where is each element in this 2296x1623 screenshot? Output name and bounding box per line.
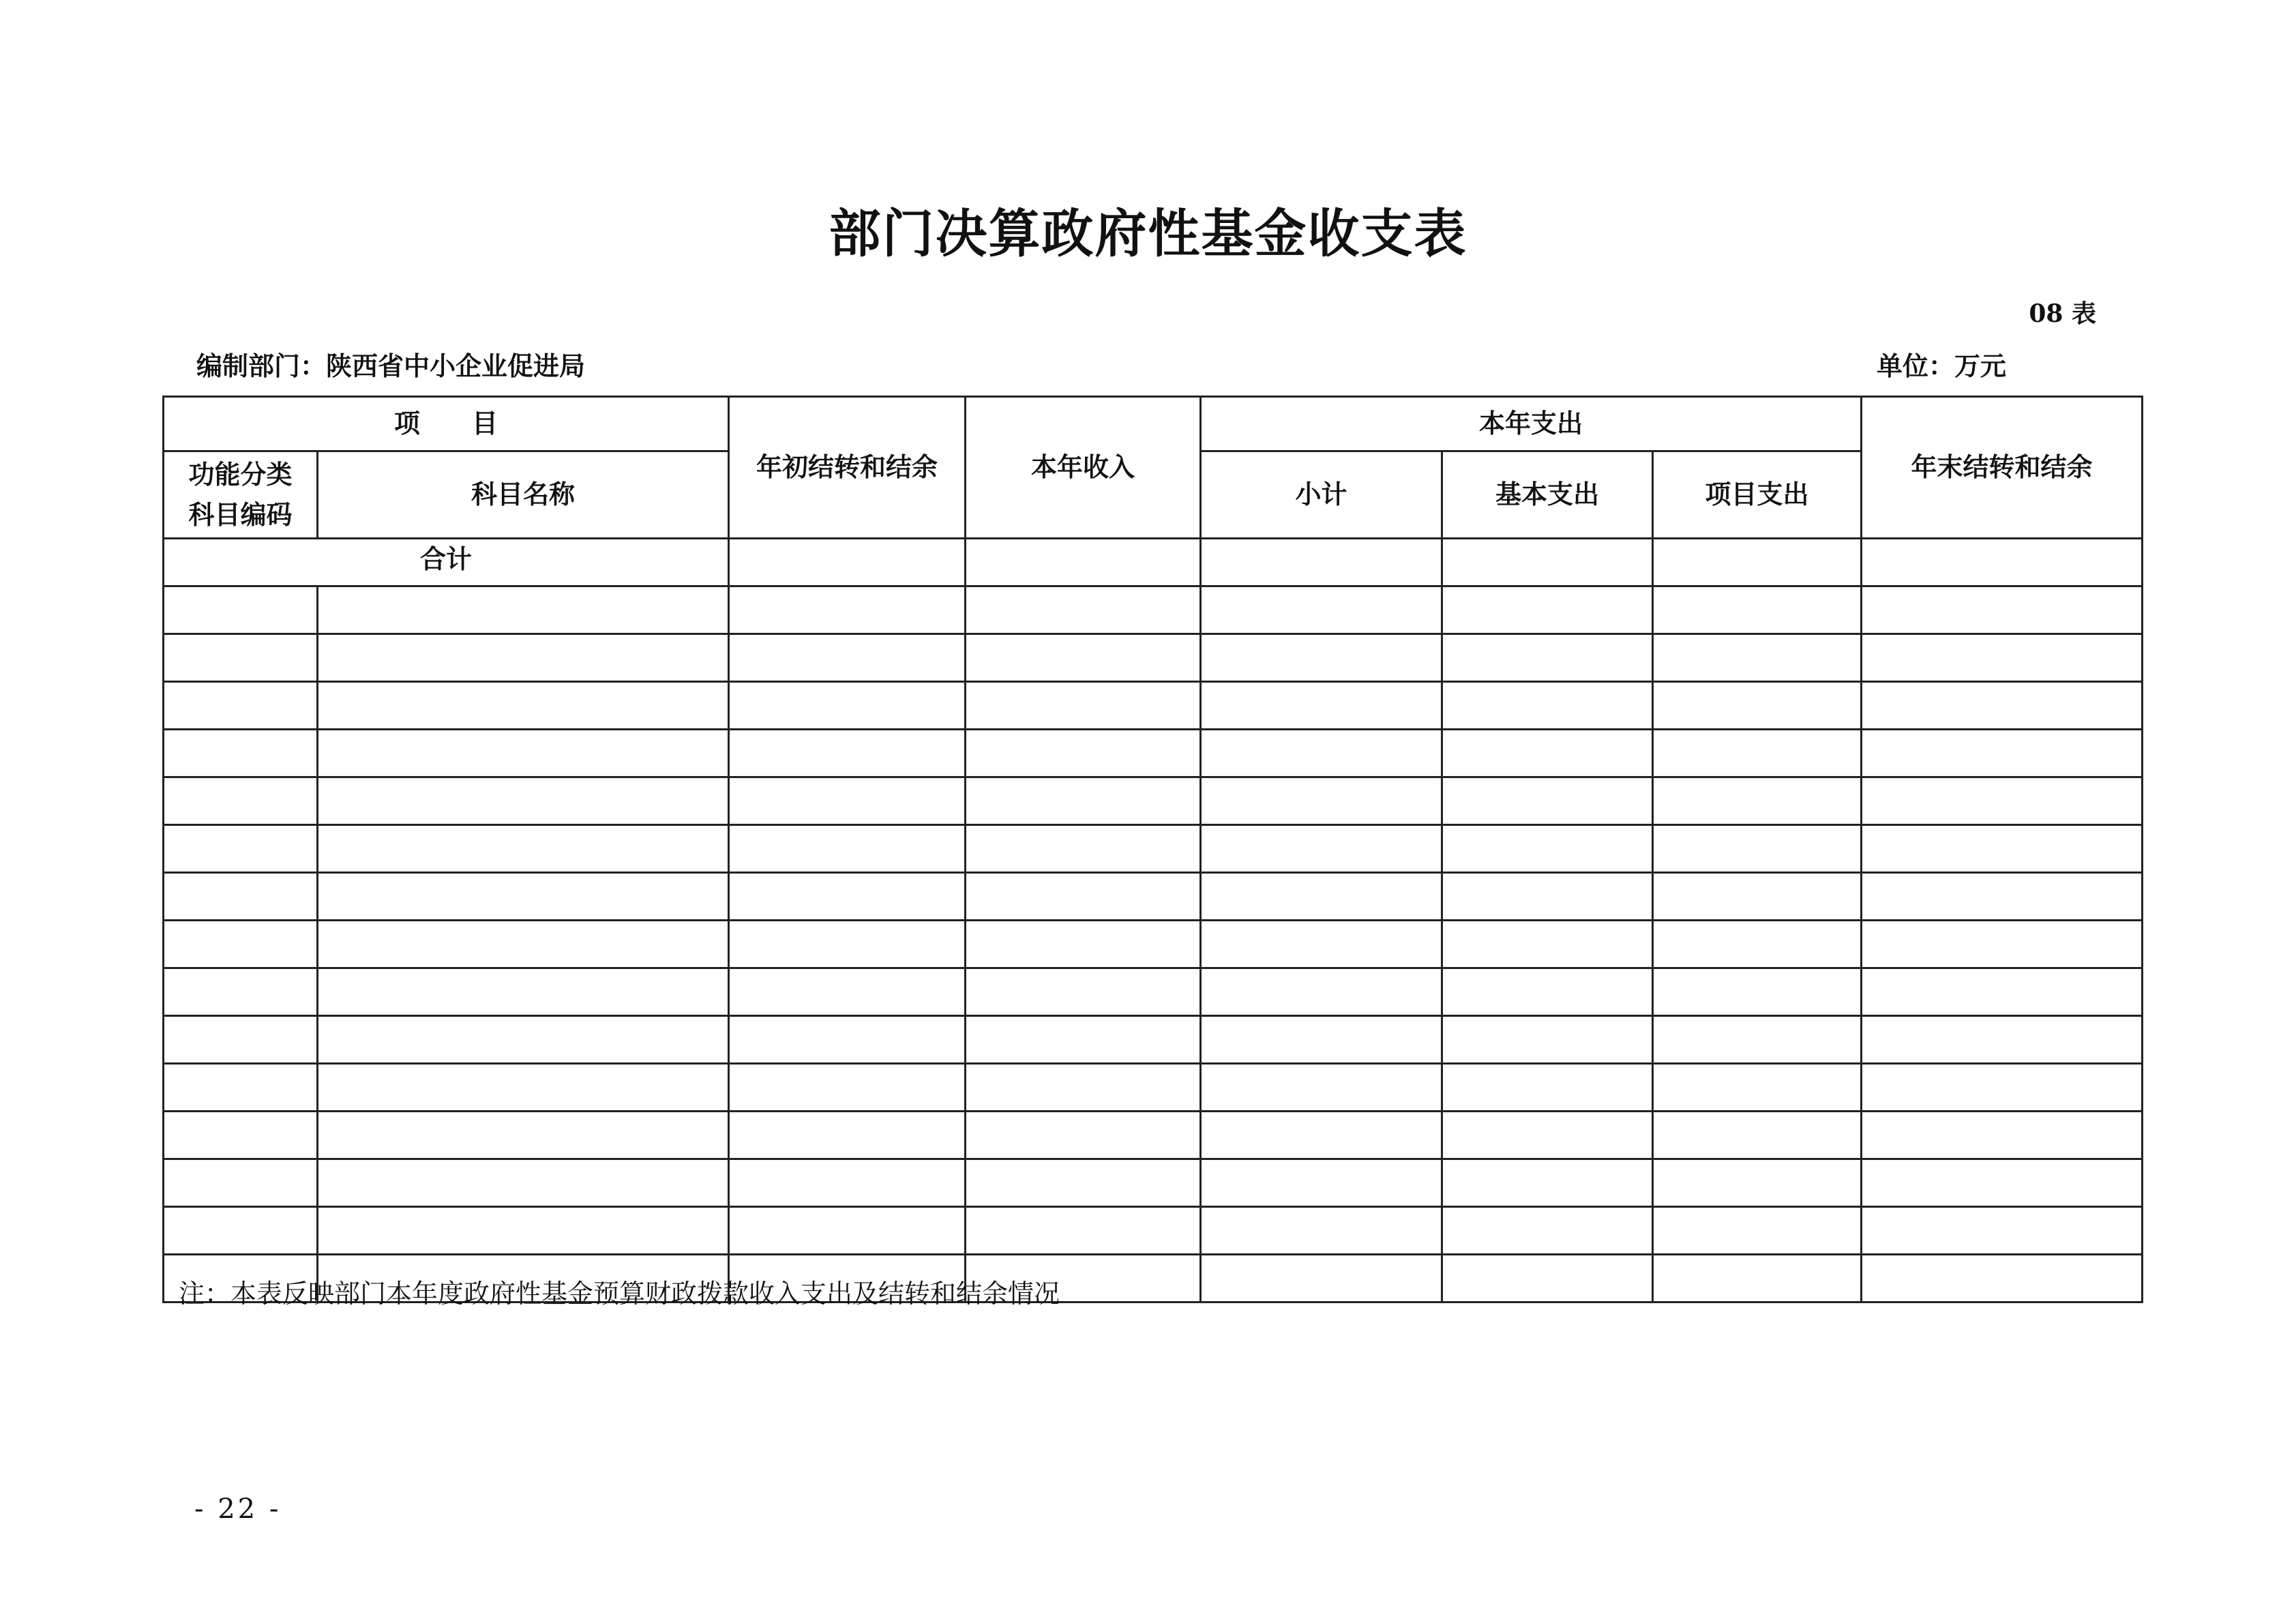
table-cell [1442,634,1653,682]
table-cell [1653,968,1862,1016]
table-number: 08 表 [2029,299,2096,328]
table-cell [966,921,1201,968]
table-cell [1201,825,1442,873]
table-cell [1442,968,1653,1016]
table-cell [318,586,729,634]
table-cell [318,634,729,682]
table-cell [966,682,1201,730]
table-cell [1201,682,1442,730]
table-cell [318,1207,729,1255]
table-cell [1862,1255,2143,1302]
table-cell [1653,730,1862,777]
table-cell [164,730,318,777]
table-cell [1442,1016,1653,1064]
page-title: 部门决算政府性基金收支表 [829,203,1467,264]
table-cell [164,1207,318,1255]
footnote: 注：本表反映部门本年度政府性基金预算财政拨款收入支出及结转和结余情况 [179,1279,1060,1309]
table-cell [729,777,966,825]
table-cell [966,539,1201,586]
table-cell [1862,634,2143,682]
table-cell [318,777,729,825]
table-cell [1862,1016,2143,1064]
header-subject-name: 科目名称 [318,451,729,539]
table-cell [966,1064,1201,1112]
table-cell [164,586,318,634]
table-cell [729,1112,966,1159]
table-cell [1653,873,1862,921]
table-cell [1201,539,1442,586]
table-cell [1442,682,1653,730]
table-cell [318,825,729,873]
table-cell [729,873,966,921]
table-cell [1653,825,1862,873]
table-cell [729,539,966,586]
header-project-expense: 项目支出 [1653,451,1862,539]
header-subtotal: 小计 [1201,451,1442,539]
table-cell [966,777,1201,825]
table-row [164,777,2143,825]
table-cell [164,968,318,1016]
table-cell [729,968,966,1016]
table-cell [1442,1255,1653,1302]
table-cell [318,873,729,921]
table-cell [164,682,318,730]
table-cell [729,634,966,682]
table-cell [729,921,966,968]
table-cell [1201,1159,1442,1207]
header-current-income: 本年收入 [966,397,1201,539]
table-cell [1201,1016,1442,1064]
table-cell [164,777,318,825]
table-cell [1201,921,1442,968]
fund-table [162,396,2143,1303]
table-cell [1653,539,1862,586]
table-cell [1862,682,2143,730]
table-row [164,1159,2143,1207]
table-cell [1442,539,1653,586]
table-cell [1201,634,1442,682]
table-cell [1653,1159,1862,1207]
table-cell [318,968,729,1016]
table-cell [1201,1112,1442,1159]
table-cell [729,682,966,730]
total-row [164,539,2143,586]
table-cell [318,1016,729,1064]
header-function-code-text: 功能分类科目编码 [188,458,293,530]
table-cell [1862,586,2143,634]
table-row [164,1207,2143,1255]
table-cell [164,1064,318,1112]
table-row [164,1064,2143,1112]
table-cell [164,1016,318,1064]
table-cell [164,634,318,682]
table-cell [1862,1159,2143,1207]
table-row [164,730,2143,777]
table-cell [1653,1112,1862,1159]
table-cell [1442,873,1653,921]
table-cell [966,1207,1201,1255]
table-cell [1442,586,1653,634]
table-cell [1862,777,2143,825]
table-cell [1442,1159,1653,1207]
table-cell [966,968,1201,1016]
table-row [164,1016,2143,1064]
table-cell [966,825,1201,873]
table-cell [1653,1255,1862,1302]
table-cell [1442,730,1653,777]
department-label: 编制部门：陕西省中小企业促进局 [196,351,586,381]
page-number: - 22 - [194,1493,282,1525]
table-cell [1653,586,1862,634]
table-cell [1653,1016,1862,1064]
table-cell [318,730,729,777]
table-cell [966,730,1201,777]
table-cell [1862,825,2143,873]
table-row [164,682,2143,730]
table-cell [966,586,1201,634]
table-cell [729,1159,966,1207]
table-cell [1653,1207,1862,1255]
table-cell [318,921,729,968]
table-cell [1201,968,1442,1016]
table-cell [1201,1207,1442,1255]
table-cell [318,1159,729,1207]
table-cell [1862,968,2143,1016]
table-cell [1862,921,2143,968]
table-cell [1442,777,1653,825]
header-function-code [164,451,318,539]
table-row [164,586,2143,634]
table-cell [1442,1207,1653,1255]
header-basic-expense: 基本支出 [1442,451,1653,539]
header-closing-balance: 年末结转和结余 [1862,397,2143,539]
table-cell [1653,634,1862,682]
table-cell [1201,730,1442,777]
header-current-expense: 本年支出 [1201,397,1862,451]
table-cell [1862,1112,2143,1159]
table-cell [1862,1064,2143,1112]
table-cell [164,1112,318,1159]
header-item: 项 目 [164,397,729,451]
table-cell [966,1016,1201,1064]
table-cell [1201,777,1442,825]
table-cell [729,825,966,873]
table-row [164,1112,2143,1159]
table-cell [729,586,966,634]
table-cell [1442,1064,1653,1112]
table-cell [1862,873,2143,921]
table-cell [164,873,318,921]
table-cell [1201,586,1442,634]
table-row [164,873,2143,921]
header-opening-balance: 年初结转和结余 [729,397,966,539]
table-cell [729,1064,966,1112]
table-cell [164,1159,318,1207]
table-cell [164,921,318,968]
table-cell [1442,921,1653,968]
table-cell [1653,777,1862,825]
total-row-label: 合计 [164,539,729,586]
table-cell [1201,1255,1442,1302]
table-cell [729,1207,966,1255]
table-cell [1442,1112,1653,1159]
table-cell [1201,1064,1442,1112]
table-cell [1653,921,1862,968]
table-row [164,968,2143,1016]
table-cell [1862,539,2143,586]
table-cell [966,1159,1201,1207]
table-cell [729,730,966,777]
table-cell [966,634,1201,682]
table-cell [318,1112,729,1159]
table-cell [1201,873,1442,921]
table-row [164,825,2143,873]
table-cell [1442,825,1653,873]
table-cell [164,825,318,873]
table-cell [966,1112,1201,1159]
table-cell [1653,1064,1862,1112]
table-row [164,921,2143,968]
table-cell [318,682,729,730]
unit-label: 单位：万元 [1876,351,2006,381]
table-cell [966,873,1201,921]
table-cell [1862,730,2143,777]
table-cell [729,1016,966,1064]
table-cell [1653,682,1862,730]
table-row [164,634,2143,682]
table-cell [1862,1207,2143,1255]
table-cell [318,1064,729,1112]
